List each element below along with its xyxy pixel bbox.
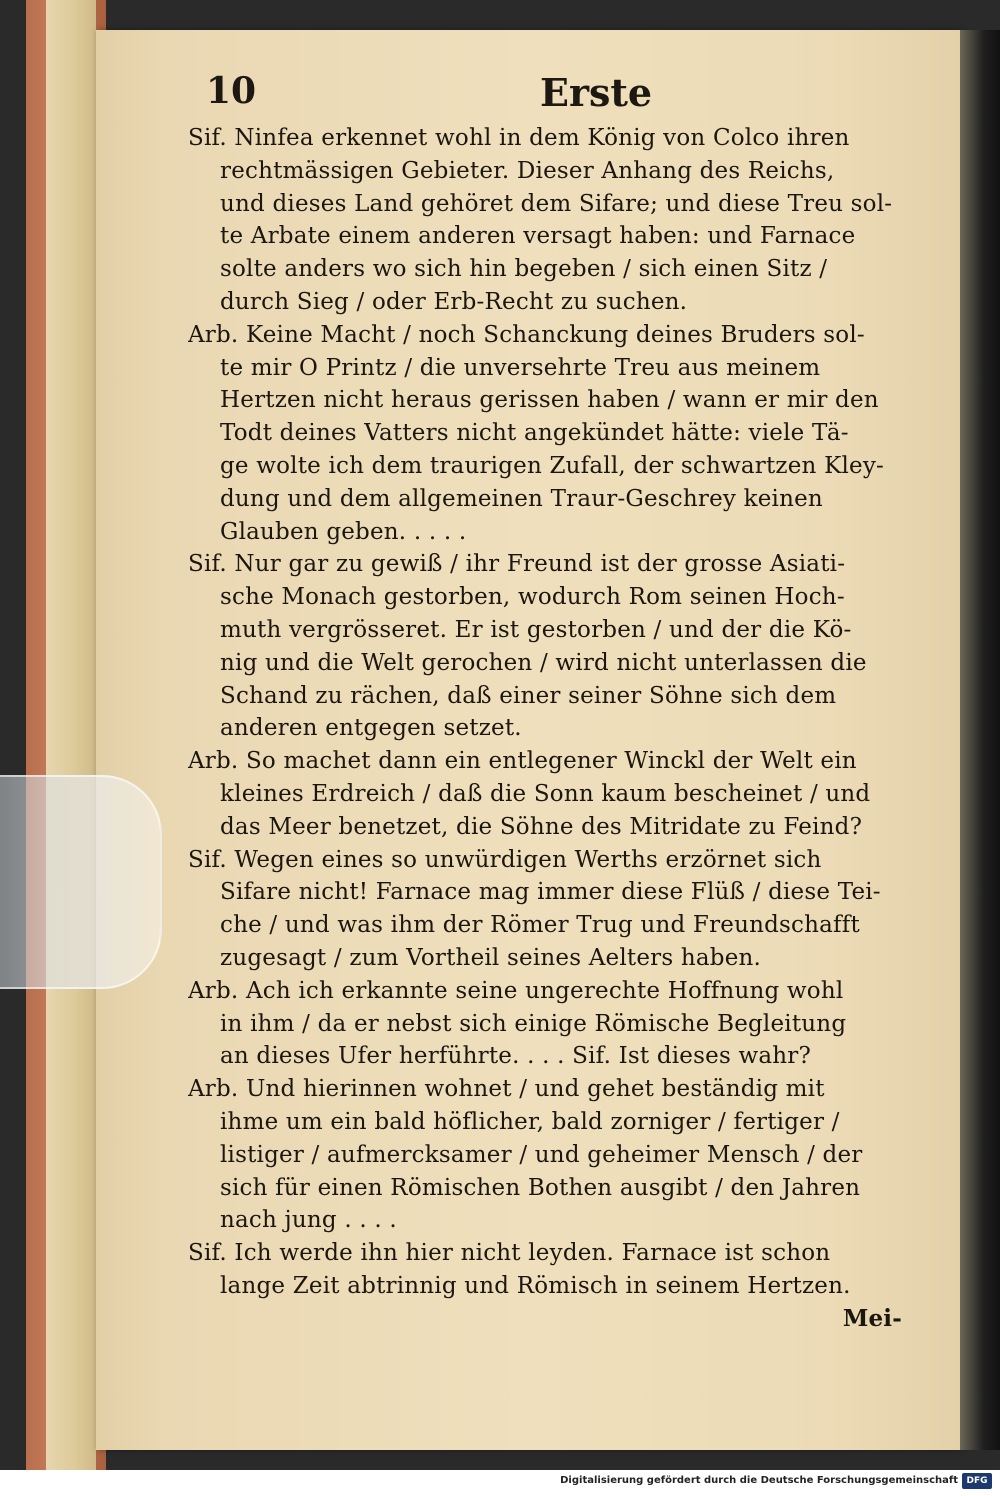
text-line: listiger / aufmercksamer / und geheimer Mensch / der	[220, 1141, 863, 1168]
page-stack-edge	[46, 0, 96, 1470]
page-body	[188, 122, 918, 1335]
text-line: an dieses Ufer herführte. . . . Sif. Ist dieses wahr?	[220, 1043, 811, 1070]
text-line: rechtmässigen Gebieter. Dieser Anhang des Reichs,	[220, 157, 835, 184]
catchword: Mei-	[842, 1304, 902, 1332]
text-line: te mir O Printz / die unversehrte Treu aus meinem	[220, 354, 821, 381]
text-line: kleines Erdreich / daß die Sonn kaum bescheinet / und	[220, 780, 871, 807]
text-line: und dieses Land gehöret dem Sifare; und diese Treu sol-	[220, 190, 893, 217]
text-line: sich für einen Römischen Bothen ausgibt / den Jahren	[220, 1174, 861, 1201]
speech-paragraph	[188, 319, 918, 549]
binding-shadow	[960, 30, 1000, 1450]
text-line: Arb. Ach ich erkannte seine ungerechte Hoffnung wohl	[188, 977, 844, 1004]
running-head: Erste	[540, 70, 653, 115]
speech-paragraph	[188, 548, 918, 745]
speech-paragraph	[188, 975, 918, 1073]
text-line: anderen entgegen setzet.	[220, 715, 522, 742]
text-line: nach jung . . . .	[220, 1207, 397, 1234]
glass-page-holder	[0, 775, 162, 989]
text-line: solte anders wo sich hin begeben / sich einen Sitz /	[220, 256, 828, 283]
page-number: 10	[206, 70, 257, 112]
text-line: zugesagt / zum Vortheil seines Aelters haben.	[220, 944, 762, 971]
text-line: Schand zu rächen, daß einer seiner Söhne sich dem	[220, 682, 837, 709]
text-line: in ihm / da er nebst sich einige Römische Begleitung	[220, 1010, 847, 1037]
funding-note: Digitalisierung gefördert durch die Deutsche Forschungsgemeinschaft	[560, 1475, 958, 1486]
footer-bar	[0, 1470, 1000, 1496]
text-line: Sif. Nur gar zu gewiß / ihr Freund ist der grosse Asiati-	[188, 551, 846, 578]
speech-paragraph	[188, 1237, 918, 1303]
paragraph-list	[188, 122, 918, 1303]
text-line: nig und die Welt gerochen / wird nicht unterlassen die	[220, 649, 867, 676]
text-line: Glauben geben. . . . .	[220, 518, 467, 545]
text-line: Sif. Ich werde ihn hier nicht leyden. Farnace ist schon	[188, 1240, 831, 1267]
text-line: Arb. So machet dann ein entlegener Winckl der Welt ein	[188, 748, 857, 775]
text-line: Hertzen nicht heraus gerissen haben / wann er mir den	[220, 387, 879, 414]
text-line: Sifare nicht! Farnace mag immer diese Flüß / diese Tei-	[220, 879, 881, 906]
text-line: dung und dem allgemeinen Traur-Geschrey keinen	[220, 485, 823, 512]
dfg-logo-icon: DFG	[962, 1473, 992, 1489]
text-line: ge wolte ich dem traurigen Zufall, der schwartzen Kley-	[220, 452, 884, 479]
text-line: ihme um ein bald höflicher, bald zorniger / fertiger /	[220, 1108, 840, 1135]
text-line: lange Zeit abtrinnig und Römisch in seinem Hertzen.	[220, 1272, 851, 1299]
speech-paragraph	[188, 122, 918, 319]
text-line: te Arbate einem anderen versagt haben: und Farnace	[220, 223, 856, 250]
text-line: Arb. Und hierinnen wohnet / und gehet beständig mit	[188, 1076, 825, 1103]
text-line: durch Sieg / oder Erb-Recht zu suchen.	[220, 288, 688, 315]
text-line: Todt deines Vatters nicht angekündet hätte: viele Tä-	[220, 420, 849, 447]
text-line: Arb. Keine Macht / noch Schanckung deines Bruders sol-	[188, 321, 865, 348]
speech-paragraph	[188, 1073, 918, 1237]
text-line: Sif. Wegen eines so unwürdigen Werths erzörnet sich	[188, 846, 822, 873]
text-line: che / und was ihm der Römer Trug und Freundschafft	[220, 912, 860, 939]
speech-paragraph	[188, 844, 918, 975]
text-line: Sif. Ninfea erkennet wohl in dem König von Colco ihren	[188, 125, 850, 151]
speech-paragraph	[188, 745, 918, 843]
text-line: das Meer benetzet, die Söhne des Mitridate zu Feind?	[220, 813, 863, 840]
text-line: sche Monach gestorben, wodurch Rom seinen Hoch-	[220, 584, 845, 611]
text-line: muth vergrösseret. Er ist gestorben / und der die Kö-	[220, 616, 852, 643]
